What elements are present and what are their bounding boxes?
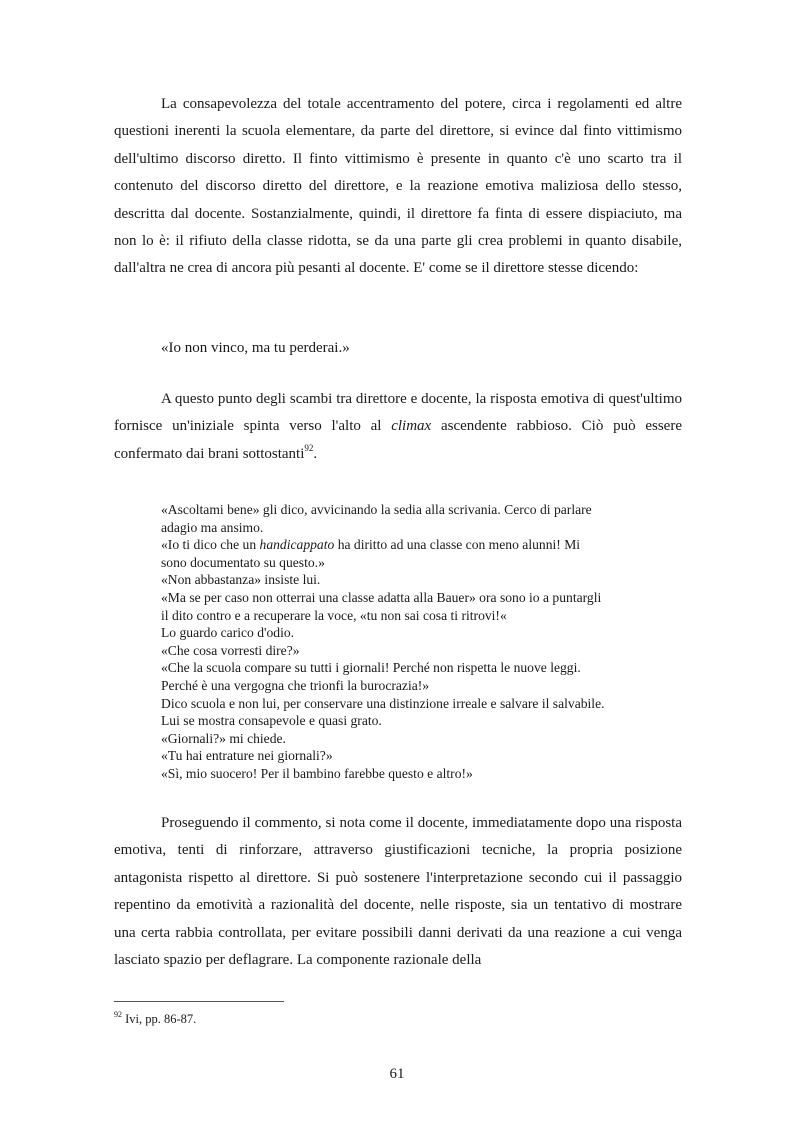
quote-line	[161, 536, 641, 554]
paragraph-2	[114, 386, 682, 468]
quote-line: «Ma se per caso non otterrai una classe adatta alla Bauer» ora sono io a puntargli	[161, 589, 602, 605]
paragraph-3: Proseguendo il commento, si nota come il docente, immediatamente dopo una risposta emotiva, tenti di rinforzare, attraverso giustificazioni tecniche, la propria posizione antagonista rispetto al direttore. Si può sostenere l'interpretazione secondo cui il passaggio repentino da emotività a razionalità del docente, nelle risposte, sia un tentativo di mostrare una certa rabbia controllata, per evitare possibili danni derivati da una reazione a cui venga lasciato spazio per deflagrare. La componente razionale della	[114, 815, 682, 969]
page-number: 61	[389, 1066, 405, 1082]
quote-line: «Sì, mio suocero! Per il bambino farebbe questo e altro!»	[161, 765, 473, 781]
quote-line: Lui se mostra consapevole e quasi grato.	[161, 713, 382, 729]
quote-line: «Tu hai entrature nei giornali?»	[161, 748, 333, 764]
quote-line-text: «Io ti dico che un	[161, 537, 260, 553]
footnote-separator	[114, 1001, 284, 1002]
quote-line: «Che la scuola compare su tutti i giornali! Perché non rispetta le nuove leggi.	[161, 660, 581, 676]
paragraph-1: La consapevolezza del totale accentramento del potere, circa i regolamenti ed altre questioni inerenti la scuola elementare, da parte del direttore, si evince dal finto vittimismo dell'ultimo discorso diretto. Il finto vittimismo è presente in quanto c'è uno scarto tra il contenuto del discorso diretto del direttore, e la reazione emotiva maliziosa dello stesso, descritta dal docente. Sostanzialmente, quindi, il direttore fa finta di essere dispiaciuto, ma non lo è: il rifiuto della classe ridotta, se da una parte gli crea problemi in quanto disabile, dall'altra ne crea di ancora più pesanti al docente. E' come se il direttore stesse dicendo:	[114, 96, 682, 277]
paragraph-2-text-a: A questo punto degli scambi tra direttore e docente, la risposta emotiva di quest'ultimo fornisce un'iniziale spinta verso l'alto al	[114, 391, 682, 435]
quote-line: «Giornali?» mi chiede.	[161, 730, 286, 746]
paragraph-2-text-b: ascendente rabbioso. Ciò può essere confermato dai brani sottostanti	[114, 418, 682, 462]
quote-line-italic: handicappato	[259, 537, 335, 553]
quote-line: «Ascoltami bene» gli dico, avvicinando la sedia alla scrivania. Cerco di parlare	[161, 502, 592, 517]
footnote-number: 92	[114, 1009, 122, 1019]
quote-line-text: ha diritto ad una classe con meno alunni! Mi	[334, 537, 581, 553]
footnote	[114, 1009, 197, 1027]
quote-line: adagio ma ansimo.	[161, 519, 264, 535]
quote-line: Perché è una vergogna che trionfi la burocrazia!»	[161, 677, 430, 693]
block-quote	[161, 501, 641, 783]
paragraph-2-text-c: .	[313, 445, 318, 462]
quote-line: sono documentato su questo.»	[161, 554, 325, 570]
paragraph-2-italic-word: climax	[391, 418, 432, 435]
footnote-reference[interactable]: 92	[304, 442, 314, 453]
quote-line: «Non abbastanza» insiste lui.	[161, 572, 321, 588]
quote-line: «Che cosa vorresti dire?»	[161, 642, 300, 658]
quote-line: il dito contro e a recuperare la voce, «tu non sai cosa ti ritrovi!«	[161, 607, 507, 623]
quote-line: Dico scuola e non lui, per conservare una distinzione irreale e salvare il salvabile.	[161, 695, 605, 711]
quote-line: Lo guardo carico d'odio.	[161, 625, 295, 641]
short-quote: «Io non vinco, ma tu perderai.»	[161, 340, 350, 356]
footnote-text: Ivi, pp. 86-87.	[122, 1012, 197, 1026]
